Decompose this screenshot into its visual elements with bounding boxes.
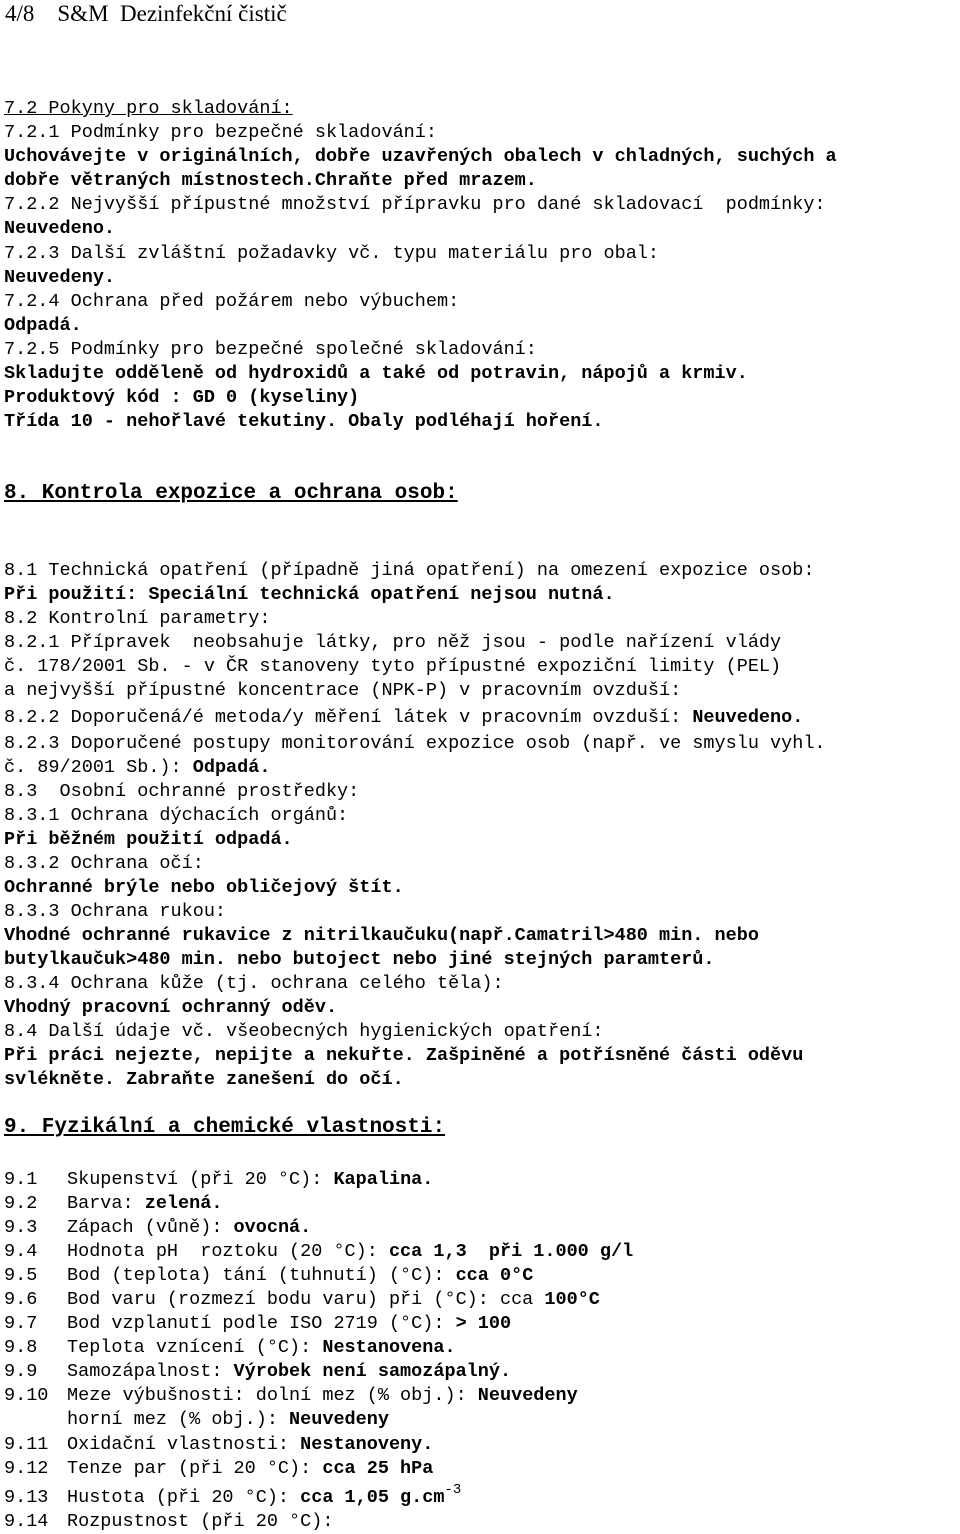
property-number: 9.8 — [4, 1337, 38, 1358]
item-8-3-2: 8.3.2 Ochrana očí: — [4, 853, 204, 874]
item-7-2-5-text-2: Produktový kód : GD 0 (kyseliny) — [4, 387, 360, 408]
property-value: Kapalina. — [333, 1169, 434, 1190]
item-8-3: 8.3 Osobní ochranné prostředky: — [4, 781, 360, 802]
property-label: Rozpustnost (při 20 °C): — [67, 1511, 334, 1532]
property-number: 9.14 — [4, 1511, 49, 1532]
item-7-2-5-text-3: Třída 10 - nehořlavé tekutiny. Obaly podléhají hoření. — [4, 411, 604, 432]
property-label: Meze výbušnosti: dolní mez (% obj.): — [67, 1385, 478, 1406]
item-7-2-1: 7.2.1 Podmínky pro bezpečné skladování: — [4, 122, 437, 143]
item-8-2-3-label: č. 89/2001 Sb.): — [4, 757, 193, 778]
property-value: zelená. — [144, 1193, 223, 1214]
property-row — [4, 1385, 578, 1407]
section-9-title: 9. Fyzikální a chemické vlastnosti: — [4, 1116, 446, 1139]
property-label: Bod varu (rozmezí bodu varu) při (°C): cca — [67, 1289, 545, 1310]
item-7-2-1-text-2: dobře větraných místnostech.Chraňte před mrazem. — [4, 170, 537, 191]
property-row — [4, 1289, 600, 1311]
property-number: 9.10 — [4, 1385, 49, 1406]
property-number: 9.7 — [4, 1313, 38, 1334]
item-8-2-2-label: 8.2.2 Doporučená/é metoda/y měření látek v pracovním ovzduší: — [4, 707, 693, 728]
property-label: Skupenství (při 20 °C): — [67, 1169, 334, 1190]
item-7-2-5: 7.2.5 Podmínky pro bezpečné společné skladování: — [4, 339, 537, 360]
property-number: 9.4 — [4, 1241, 38, 1262]
property-label: horní mez (% obj.): — [67, 1409, 290, 1430]
property-number: 9.2 — [4, 1193, 38, 1214]
property-number: 9.9 — [4, 1361, 38, 1382]
section-8-title: 8. Kontrola expozice a ochrana osob: — [4, 482, 458, 505]
property-value: Nestanovena. — [322, 1337, 456, 1358]
property-label: Teplota vznícení (°C): — [67, 1337, 323, 1358]
property-value: > 100 — [455, 1313, 512, 1334]
item-8-2-1-line-3: a nejvyšší přípustné koncentrace (NPK-P) v pracovním ovzduší: — [4, 680, 682, 701]
property-value: cca 0°C — [455, 1265, 534, 1286]
property-row — [4, 1169, 433, 1191]
property-label: Hodnota pH roztoku (20 °C): — [67, 1241, 389, 1262]
property-label: Bod vzplanutí podle ISO 2719 (°C): — [67, 1313, 456, 1334]
item-7-2-2: 7.2.2 Nejvyšší přípustné množství přípravku pro dané skladovací podmínky: — [4, 194, 826, 215]
item-8-3-4: 8.3.4 Ochrana kůže (tj. ochrana celého těla): — [4, 973, 504, 994]
property-row — [4, 1193, 222, 1215]
property-row — [4, 1458, 433, 1480]
property-label: Zápach (vůně): — [67, 1217, 234, 1238]
property-number: 9.5 — [4, 1265, 38, 1286]
item-8-1: 8.1 Technická opatření (případně jiná opatření) na omezení expozice osob: — [4, 560, 815, 581]
property-value-exponent: -3 — [444, 1482, 462, 1498]
item-8-2-3-line-2 — [4, 757, 270, 779]
property-row — [4, 1313, 511, 1335]
item-8-4: 8.4 Další údaje vč. všeobecných hygienických opatření: — [4, 1021, 604, 1042]
property-value: cca 1,3 při 1.000 g/l — [388, 1241, 634, 1262]
property-row — [4, 1265, 533, 1287]
property-row — [4, 1241, 633, 1263]
property-value: Nestanoveny. — [300, 1434, 434, 1455]
property-row — [4, 1217, 311, 1239]
property-number: 9.13 — [4, 1487, 49, 1508]
item-8-3-3: 8.3.3 Ochrana rukou: — [4, 901, 227, 922]
item-8-2-3-value: Odpadá. — [192, 757, 271, 778]
item-8-1-text — [4, 584, 615, 606]
property-number: 9.1 — [4, 1169, 38, 1190]
property-number: 9.12 — [4, 1458, 49, 1479]
page-header: 4/8 S&M Dezinfekční čistič — [5, 1, 287, 26]
property-label: Oxidační vlastnosti: — [67, 1434, 301, 1455]
property-label: Hustota (při 20 °C): — [67, 1487, 301, 1508]
item-8-2-2-value: Neuvedeno. — [692, 707, 804, 728]
item-7-2-2-value: Neuvedeno. — [4, 218, 116, 239]
property-value: Neuvedeny — [477, 1385, 578, 1406]
property-row — [4, 1434, 433, 1456]
item-8-3-4-value: Vhodný pracovní ochranný oděv. — [4, 997, 338, 1018]
property-number: 9.11 — [4, 1434, 49, 1455]
item-8-4-text-2: svlékněte. Zabraňte zanešení do očí. — [4, 1069, 404, 1090]
section-7-2-title: 7.2 Pokyny pro skladování: — [4, 98, 293, 119]
item-8-3-1: 8.3.1 Ochrana dýchacích orgánů: — [4, 805, 349, 826]
property-row — [4, 1409, 389, 1431]
item-7-2-1-text-1: Uchovávejte v originálních, dobře uzavřených obalech v chladných, suchých a — [4, 146, 837, 167]
property-label: Samozápalnost: — [67, 1361, 234, 1382]
property-label: Tenze par (při 20 °C): — [67, 1458, 323, 1479]
property-row — [4, 1482, 462, 1509]
item-8-3-3-text-2: butylkaučuk>480 min. nebo butoject nebo jiné stejných paramterů. — [4, 949, 715, 970]
item-8-4-text-1: Při práci nejezte, nepijte a nekuřte. Zašpiněné a potřísněné části oděvu — [4, 1045, 804, 1066]
item-8-1-value: Speciální technická opatření nejsou nutná. — [148, 584, 615, 605]
property-value: ovocná. — [233, 1217, 312, 1238]
item-8-2: 8.2 Kontrolní parametry: — [4, 608, 271, 629]
property-row — [4, 1361, 511, 1383]
property-value: 100°C — [544, 1289, 600, 1310]
property-number: 9.6 — [4, 1289, 38, 1310]
item-8-2-1-line-2: č. 178/2001 Sb. - v ČR stanoveny tyto přípustné expoziční limity (PEL) — [4, 656, 782, 677]
property-value: cca 1,05 g.cm — [300, 1487, 445, 1508]
item-8-3-1-value: Při běžném použití odpadá. — [4, 829, 293, 850]
item-7-2-4: 7.2.4 Ochrana před požárem nebo výbuchem: — [4, 291, 460, 312]
item-8-1-label: Při použití: — [4, 584, 149, 605]
property-label: Barva: — [67, 1193, 145, 1214]
item-8-2-2 — [4, 707, 803, 729]
property-row — [4, 1511, 333, 1533]
item-7-2-4-value: Odpadá. — [4, 315, 82, 336]
item-8-2-1-line-1: 8.2.1 Přípravek neobsahuje látky, pro něž jsou - podle nařízení vlády — [4, 632, 782, 653]
property-value: cca 25 hPa — [322, 1458, 434, 1479]
item-7-2-3-value: Neuvedeny. — [4, 267, 116, 288]
property-label: Bod (teplota) tání (tuhnutí) (°C): — [67, 1265, 456, 1286]
item-7-2-3: 7.2.3 Další zvláštní požadavky vč. typu materiálu pro obal: — [4, 243, 660, 264]
item-7-2-5-text-1: Skladujte odděleně od hydroxidů a také od potravin, nápojů a krmiv. — [4, 363, 748, 384]
item-8-3-2-value: Ochranné brýle nebo obličejový štít. — [4, 877, 404, 898]
item-8-2-3-line-1: 8.2.3 Doporučené postupy monitorování expozice osob (např. ve smyslu vyhl. — [4, 733, 826, 754]
property-value: Výrobek není samozápalný. — [233, 1361, 512, 1382]
item-8-3-3-text-1: Vhodné ochranné rukavice z nitrilkaučuku(např.Camatril>480 min. nebo — [4, 925, 759, 946]
property-row — [4, 1337, 456, 1359]
property-number: 9.3 — [4, 1217, 38, 1238]
property-value: Neuvedeny — [289, 1409, 389, 1430]
